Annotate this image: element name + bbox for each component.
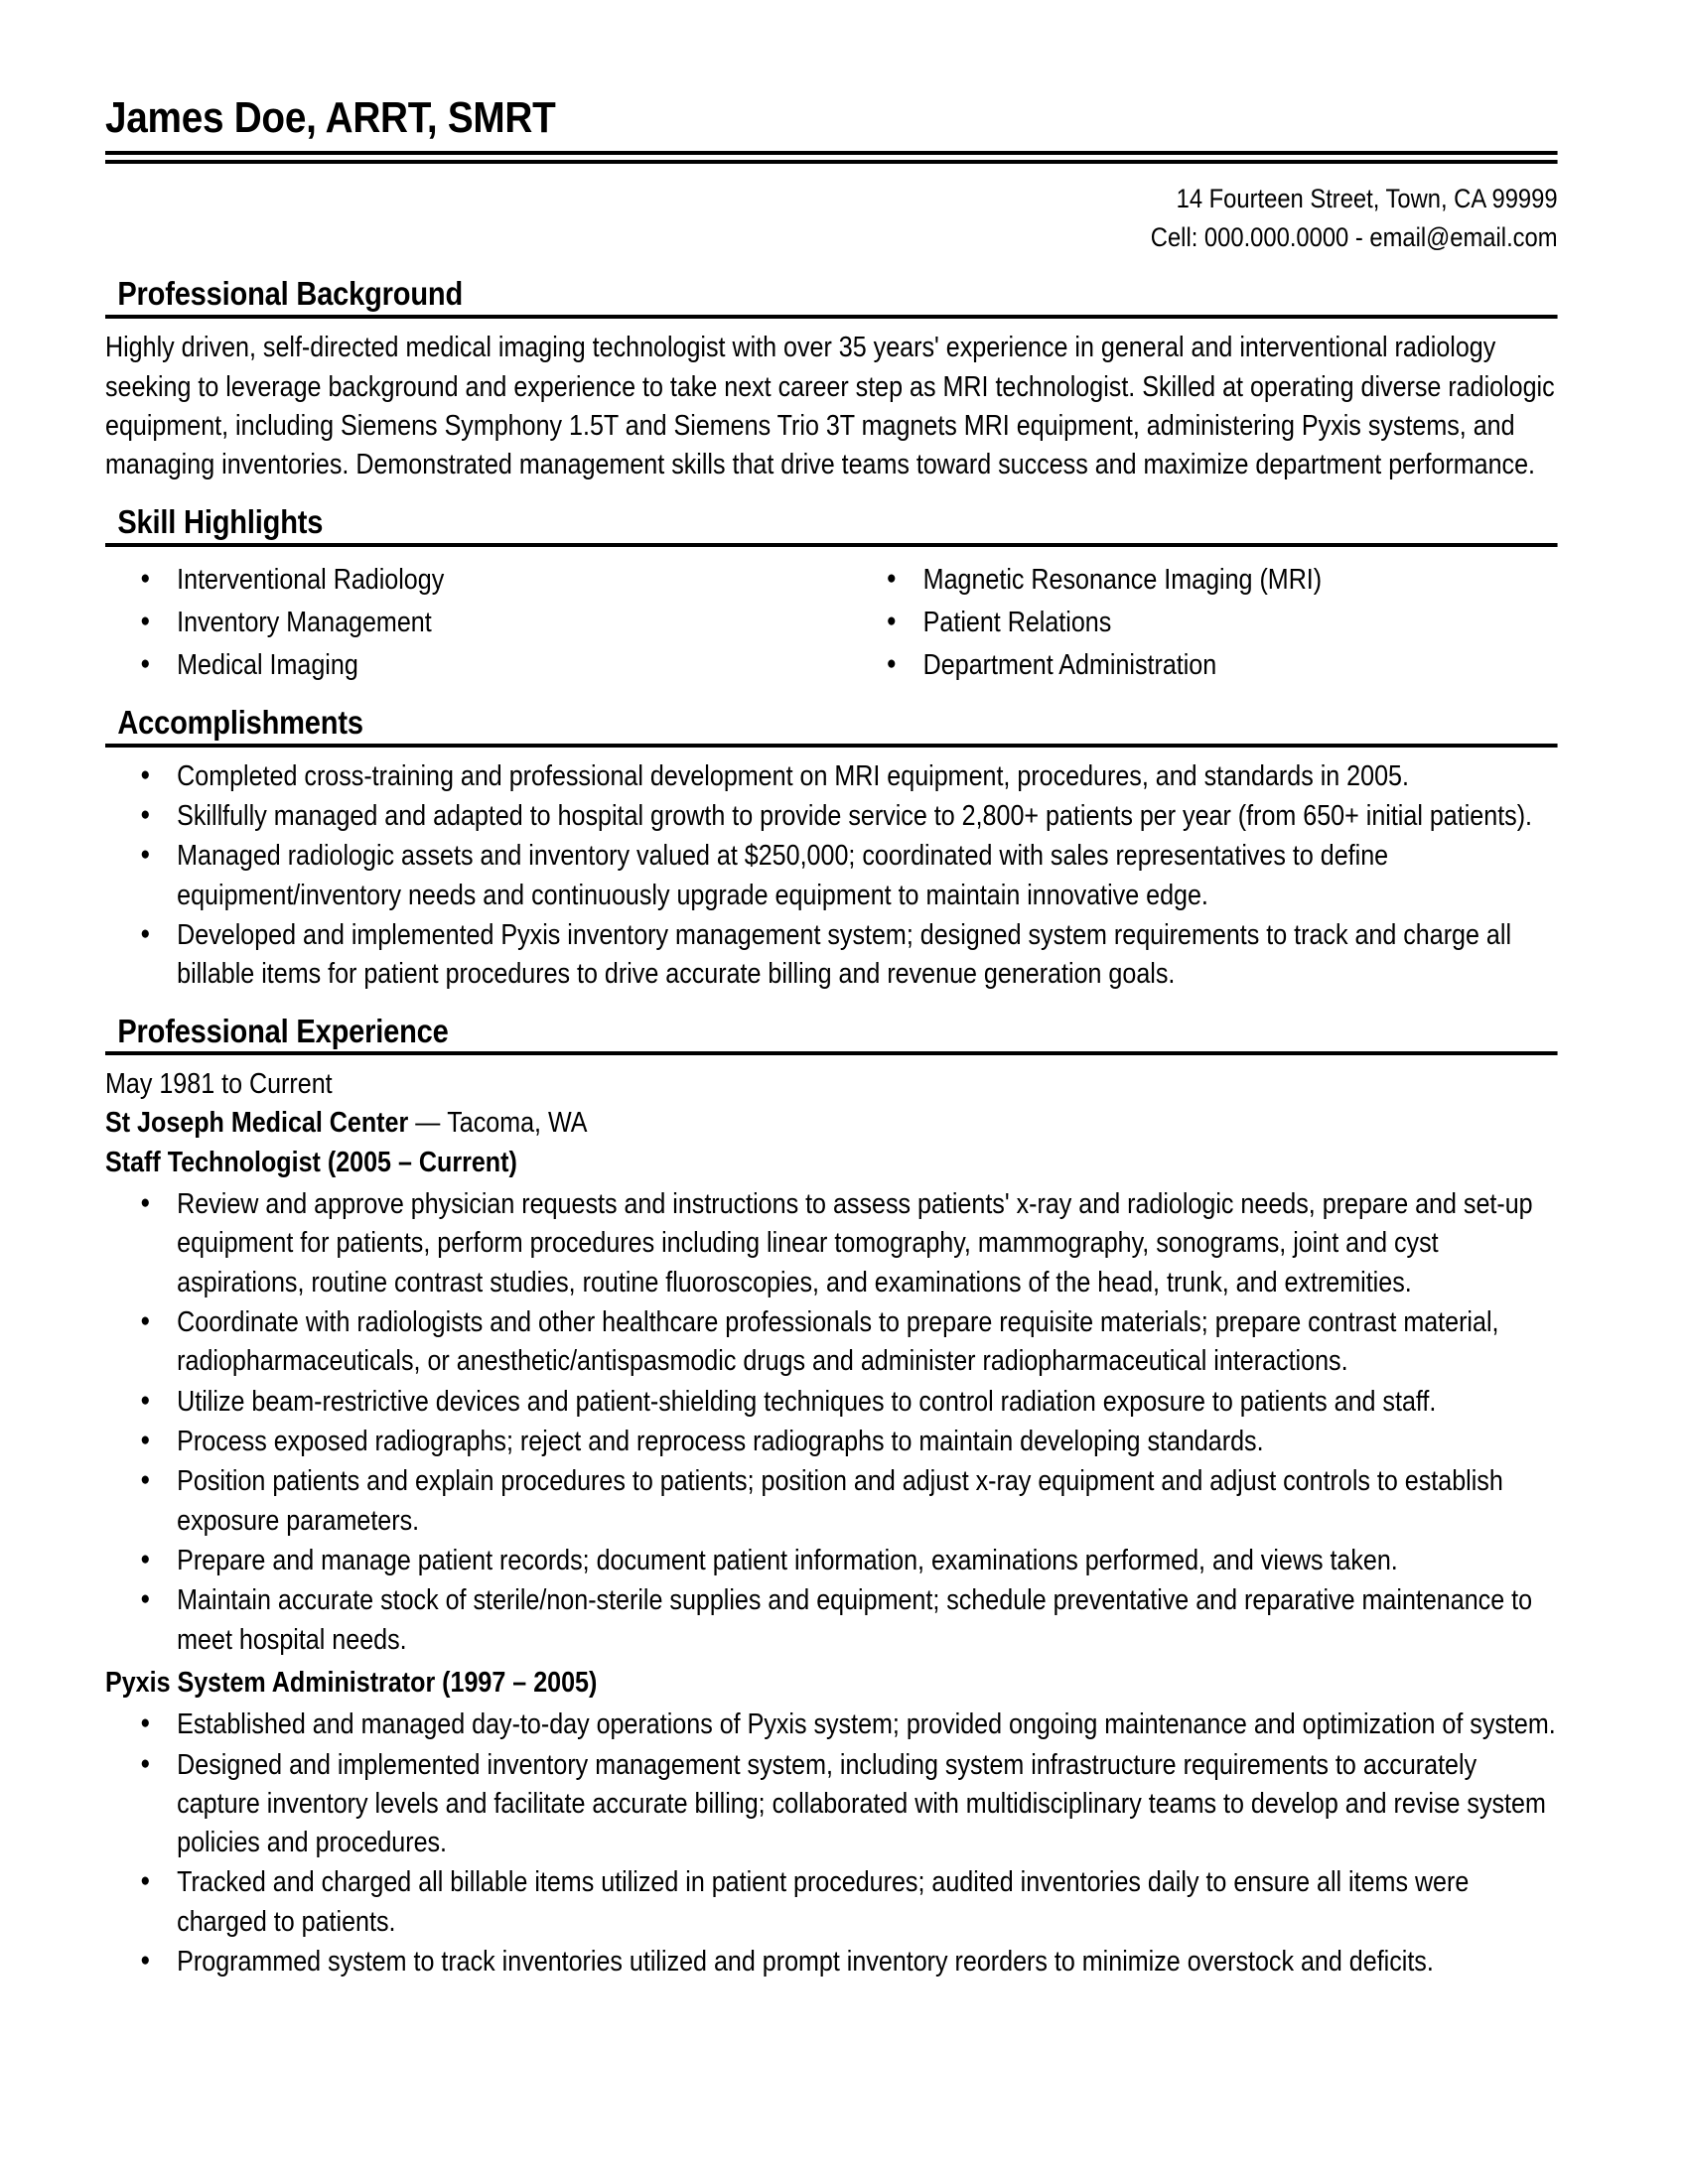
section-heading-background: Professional Background [105,275,1558,319]
employer-location: Tacoma, WA [447,1106,588,1139]
list-item: ● Process exposed radiographs; reject and reprocess radiographs to maintain developing standards. [105,1423,1558,1461]
list-item: ● Coordinate with radiologists and other healthcare professionals to prepare requisite materials; prepare contrast material, radiopharmaceuticals, or anesthetic/antispasmodic drugs and administer radiopharmaceutical interactions. [105,1303,1558,1382]
professional-summary: Highly driven, self-directed medical imaging technologist with over 35 years' experience in general and interventional radiology seeking to leverage background and experience to take next career step as MRI technologist. Skilled at operating diverse radiologic equipment, including Siemens Symphony 1.5T and Siemens Trio 3T magnets MRI equipment, administering Pyxis systems, and managing inventories. Demonstrated management skills that drive teams toward success and maximize department performance. [105,332,1555,481]
resume-content [105,95,1558,1981]
accomplishments-list [105,757,1558,995]
contact-address: 14 Fourteen Street, Town, CA 99999 [1176,184,1558,214]
list-item: ● Prepare and manage patient records; document patient information, examinations performed, and views taken. [105,1542,1558,1580]
list-item: ● Established and managed day-to-day operations of Pyxis system; provided ongoing maintenance and optimization of system. [105,1706,1558,1744]
contact-block [105,180,1558,257]
experience-dates: May 1981 to Current [105,1068,333,1101]
list-item: ● Tracked and charged all billable items utilized in patient procedures; audited inventories daily to ensure all items were charged to patients. [105,1863,1558,1942]
job-duties-pyxis-administrator [105,1706,1558,1981]
list-item: ● Completed cross-training and professional development on MRI equipment, procedures, and standards in 2005. [105,757,1558,796]
skills-column-left [105,557,811,690]
job-duties-staff-technologist [105,1185,1558,1660]
skills-columns [105,557,1558,690]
list-item: ● Designed and implemented inventory management system, including system infrastructure requirements to accurately capture inventory levels and facilitate accurate billing; collaborated with multidisciplinary teams to develop and revise system policies and procedures. [105,1746,1558,1863]
experience-employer [105,1104,1558,1142]
section-heading-skills: Skill Highlights [105,503,1558,547]
skills-column-right [811,557,1558,690]
list-item: ● Interventional Radiology [105,561,811,600]
section-heading-accomplishments: Accomplishments [105,704,1558,748]
job-title-pyxis-administrator: Pyxis System Administrator (1997 – 2005) [105,1666,598,1699]
employer-name: St Joseph Medical Center [105,1106,409,1139]
skills-list-left [105,561,811,686]
list-item: ● Position patients and explain procedures to patients; position and adjust x-ray equipment and adjust controls to establish exposure parameters. [105,1462,1558,1541]
skills-list-right [852,561,1558,686]
list-item: ● Utilize beam-restrictive devices and patient-shielding techniques to control radiation exposure to patients and staff. [105,1383,1558,1422]
section-heading-experience: Professional Experience [105,1013,1558,1056]
list-item: ● Developed and implemented Pyxis inventory management system; designed system requirements to track and charge all billable items for patient procedures to drive accurate billing and revenue generation goals. [105,916,1558,995]
list-item: ● Medical Imaging [105,646,811,685]
header-divider [105,151,1558,164]
list-item: ● Magnetic Resonance Imaging (MRI) [852,561,1558,600]
list-item: ● Inventory Management [105,604,811,642]
list-item: ● Skillfully managed and adapted to hospital growth to provide service to 2,800+ patients per year (from 650+ initial patients). [105,797,1558,836]
list-item: ● Managed radiologic assets and inventory valued at $250,000; coordinated with sales representatives to define equipment/inventory needs and continuously upgrade equipment to maintain innovative edge. [105,837,1558,915]
list-item: ● Review and approve physician requests and instructions to assess patients' x-ray and radiologic needs, prepare and set-up equipment for patients, perform procedures including linear tomography, mammography, sonograms, joint and cyst aspirations, routine contrast studies, routine fluoroscopies, and examinations of the head, trunk, and extremities. [105,1185,1558,1302]
employer-separator: — [415,1106,441,1139]
page-title: James Doe, ARRT, SMRT [105,93,556,142]
list-item: ● Maintain accurate stock of sterile/non-sterile supplies and equipment; schedule preventative and reparative maintenance to meet hospital needs. [105,1581,1558,1660]
list-item: ● Department Administration [852,646,1558,685]
list-item: ● Programmed system to track inventories utilized and prompt inventory reorders to minimize overstock and deficits. [105,1943,1558,1981]
contact-phone-email: Cell: 000.000.0000 - email@email.com [1150,222,1558,253]
list-item: ● Patient Relations [852,604,1558,642]
job-title-staff-technologist: Staff Technologist (2005 – Current) [105,1146,517,1178]
